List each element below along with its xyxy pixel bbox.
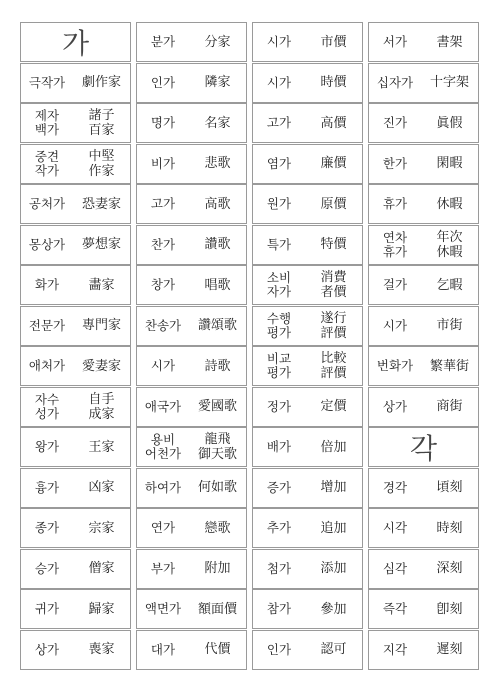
vocab-entry <box>368 225 479 265</box>
hanja-word: 閑暇 <box>436 156 463 171</box>
hanja-word: 時價 <box>320 75 347 90</box>
korean-word: 첨가 <box>266 560 292 576</box>
vocab-entry <box>136 387 247 427</box>
korean-word: 심각 <box>382 560 408 576</box>
vocab-entry <box>136 225 247 265</box>
vocab-entry <box>20 63 131 103</box>
hanja-word: 追加 <box>320 520 347 536</box>
hanja-word: 悲歌 <box>204 156 231 171</box>
vocab-entry <box>252 589 363 629</box>
korean-word: 정가 <box>266 398 292 414</box>
hanja-word: 市街 <box>436 318 463 333</box>
vocab-entry <box>136 144 247 184</box>
korean-word: 찬송가 <box>144 317 182 333</box>
korean-word: 하여가 <box>144 479 182 495</box>
korean-word: 비가 <box>150 155 176 171</box>
vocab-entry <box>136 306 247 346</box>
vocab-entry <box>20 387 131 427</box>
hanja-word: 高歌 <box>204 196 231 212</box>
vocab-entry <box>252 549 363 589</box>
korean-word: 고가 <box>266 115 292 130</box>
vocab-entry <box>252 346 363 386</box>
hanja-word: 唱歌 <box>204 277 231 293</box>
hanja-word: 歸家 <box>88 601 115 617</box>
vocab-entry <box>368 265 479 305</box>
hanja-word: 高價 <box>320 115 347 131</box>
vocab-entry <box>252 468 363 508</box>
hanja-word: 附加 <box>204 561 231 576</box>
korean-word: 몽상가 <box>28 236 66 252</box>
korean-word: 번화가 <box>376 358 414 373</box>
vocab-entry <box>20 508 131 548</box>
vocab-entry <box>136 346 247 386</box>
vocab-entry <box>368 468 479 508</box>
hanja-word: 代價 <box>204 642 231 657</box>
hanja-word: 年次 休暇 <box>436 229 463 260</box>
hanja-word: 消費 者價 <box>320 270 347 300</box>
hanja-word: 王家 <box>88 439 115 455</box>
vocab-entry <box>368 22 479 62</box>
korean-word: 창가 <box>150 277 176 292</box>
korean-word: 고가 <box>150 196 176 211</box>
hanja-word: 參加 <box>320 601 347 617</box>
vocab-entry <box>368 508 479 548</box>
vocab-entry <box>368 184 479 224</box>
korean-word: 시가 <box>266 74 292 90</box>
hanja-word: 書架 <box>436 34 463 50</box>
vocab-entry <box>136 103 247 143</box>
hanja-word: 恐妻家 <box>81 196 121 212</box>
korean-word: 참가 <box>266 601 292 616</box>
hanja-word: 名家 <box>204 115 231 131</box>
korean-word: 화가 <box>34 277 60 292</box>
korean-word: 추가 <box>266 520 292 535</box>
section-header-syllable: 각 <box>409 432 438 465</box>
korean-word: 지각 <box>382 641 408 657</box>
hanja-word: 中堅 作家 <box>88 148 115 179</box>
korean-word: 연가 <box>150 520 176 535</box>
korean-word: 상가 <box>34 641 60 657</box>
hanja-word: 諸子 百家 <box>88 108 115 138</box>
korean-word: 자수 성가 <box>34 391 60 421</box>
korean-word: 왕가 <box>34 439 60 454</box>
korean-word: 배가 <box>266 439 292 454</box>
vocab-entry <box>368 346 479 386</box>
vocab-entry <box>252 103 363 143</box>
hanja-word: 劇作家 <box>81 75 121 90</box>
korean-word: 진가 <box>382 115 408 130</box>
korean-word: 연차 휴가 <box>382 229 408 259</box>
vocab-entry <box>20 103 131 143</box>
hanja-word: 專門家 <box>81 318 121 333</box>
hanja-word: 商街 <box>436 399 463 414</box>
hanja-word: 讚頌歌 <box>197 318 237 333</box>
korean-word: 애처가 <box>28 358 66 373</box>
vocab-entry <box>136 549 247 589</box>
vocab-entry <box>136 630 247 670</box>
korean-word: 증가 <box>266 479 292 495</box>
korean-word: 인가 <box>150 74 176 90</box>
korean-word: 승가 <box>34 560 60 576</box>
section-header-syllable: 가 <box>61 27 90 60</box>
korean-word: 원가 <box>266 196 292 211</box>
vocab-entry <box>252 144 363 184</box>
hanja-word: 原價 <box>320 196 347 212</box>
vocab-entry <box>252 63 363 103</box>
hanja-word: 認可 <box>320 642 347 657</box>
vocab-entry <box>368 630 479 670</box>
korean-word: 시가 <box>266 34 292 49</box>
vocab-entry <box>136 589 247 629</box>
korean-word: 십자가 <box>376 74 414 90</box>
hanja-word: 卽刻 <box>436 601 463 617</box>
hanja-word: 讚歌 <box>204 237 231 252</box>
vocab-entry <box>20 630 131 670</box>
vocab-entry <box>136 63 247 103</box>
korean-word: 시각 <box>382 520 408 535</box>
hanja-word: 頃刻 <box>436 480 463 495</box>
vocab-entry <box>136 508 247 548</box>
hanja-word: 增加 <box>320 480 347 495</box>
vocab-entry <box>136 427 247 467</box>
section-header <box>20 22 131 62</box>
hanja-word: 時刻 <box>436 520 463 536</box>
vocab-entry <box>20 468 131 508</box>
vocab-entry <box>20 549 131 589</box>
korean-word: 전문가 <box>28 317 66 333</box>
hanja-word: 眞假 <box>436 115 463 131</box>
hanja-word: 分家 <box>204 34 231 50</box>
hanja-word: 廉價 <box>320 156 347 171</box>
hanja-word: 凶家 <box>88 480 115 495</box>
vocab-entry <box>136 468 247 508</box>
korean-word: 휴가 <box>382 196 408 211</box>
korean-word: 시가 <box>382 317 408 333</box>
korean-word: 애국가 <box>144 398 182 414</box>
hanja-word: 遂行 評價 <box>320 310 347 341</box>
vocab-entry <box>20 265 131 305</box>
vocab-entry <box>252 427 363 467</box>
vocab-entry <box>20 225 131 265</box>
vocab-entry <box>368 306 479 346</box>
hanja-word: 畵家 <box>88 277 115 293</box>
hanja-word: 乞暇 <box>436 277 463 293</box>
hanja-word: 龍飛 御天歌 <box>197 432 237 462</box>
korean-word: 수행 평가 <box>266 310 292 340</box>
korean-word: 상가 <box>382 398 408 414</box>
korean-word: 중견 작가 <box>34 148 60 178</box>
vocab-entry <box>136 184 247 224</box>
korean-word: 제자 백가 <box>34 108 60 137</box>
vocab-entry <box>20 589 131 629</box>
vocab-entry <box>368 63 479 103</box>
vocab-entry <box>252 387 363 427</box>
hanja-word: 深刻 <box>436 561 463 576</box>
korean-word: 용비 어천가 <box>144 432 182 461</box>
korean-word: 서가 <box>382 34 408 49</box>
korean-word: 즉각 <box>382 601 408 616</box>
vocab-entry <box>20 346 131 386</box>
korean-word: 소비 자가 <box>266 270 292 299</box>
korean-word: 걸가 <box>382 277 408 292</box>
vocab-entry <box>252 630 363 670</box>
korean-word: 부가 <box>150 560 176 576</box>
vocab-entry <box>20 144 131 184</box>
hanja-word: 定價 <box>320 399 347 414</box>
vocab-entry <box>252 265 363 305</box>
vocab-entry <box>368 144 479 184</box>
hanja-word: 僧家 <box>88 561 115 576</box>
vocab-entry <box>368 387 479 427</box>
korean-word: 대가 <box>150 641 176 657</box>
korean-word: 공처가 <box>28 196 66 211</box>
hanja-word: 隣家 <box>204 75 231 90</box>
hanja-word: 特價 <box>320 237 347 252</box>
hanja-word: 愛妻家 <box>81 358 121 374</box>
vocab-entry <box>136 22 247 62</box>
vocab-entry <box>20 427 131 467</box>
korean-word: 특가 <box>266 236 292 252</box>
korean-word: 찬가 <box>150 236 176 252</box>
korean-word: 흉가 <box>34 479 60 495</box>
hanja-word: 宗家 <box>88 520 115 536</box>
korean-word: 종가 <box>34 520 60 535</box>
vocab-entry <box>20 306 131 346</box>
vocab-entry <box>252 508 363 548</box>
hanja-word: 倍加 <box>320 439 347 455</box>
hanja-word: 繁華街 <box>429 358 469 374</box>
hanja-word: 戀歌 <box>204 520 231 536</box>
section-header <box>368 427 479 467</box>
hanja-word: 喪家 <box>88 642 115 657</box>
vocab-entry <box>20 184 131 224</box>
hanja-word: 額面價 <box>197 601 237 617</box>
korean-word: 염가 <box>266 155 292 171</box>
hanja-word: 遲刻 <box>436 642 463 657</box>
vocab-entry <box>252 22 363 62</box>
korean-word: 액면가 <box>144 601 182 616</box>
hanja-word: 休暇 <box>436 196 463 212</box>
hanja-word: 愛國歌 <box>197 399 237 414</box>
korean-word: 명가 <box>150 115 176 130</box>
hanja-word: 添加 <box>320 561 347 576</box>
hanja-word: 自手 成家 <box>88 391 115 422</box>
hanja-word: 夢想家 <box>81 237 121 252</box>
korean-word: 한가 <box>382 155 408 171</box>
hanja-word: 何如歌 <box>197 480 237 495</box>
vocab-entry <box>368 589 479 629</box>
hanja-word: 比較 評價 <box>320 351 347 381</box>
korean-word: 귀가 <box>34 601 60 616</box>
korean-word: 경각 <box>382 479 408 495</box>
vocab-entry <box>368 549 479 589</box>
korean-word: 극작가 <box>28 74 66 90</box>
vocab-entry <box>252 225 363 265</box>
vocab-entry <box>136 265 247 305</box>
hanja-word: 市價 <box>320 34 347 50</box>
korean-word: 분가 <box>150 34 176 49</box>
vocab-entry <box>252 184 363 224</box>
hanja-word: 十字架 <box>429 75 469 90</box>
vocab-entry <box>252 306 363 346</box>
hanja-word: 詩歌 <box>204 358 231 374</box>
korean-word: 시가 <box>150 358 176 373</box>
vocab-entry <box>368 103 479 143</box>
korean-word: 인가 <box>266 641 292 657</box>
korean-word: 비교 평가 <box>266 351 292 380</box>
